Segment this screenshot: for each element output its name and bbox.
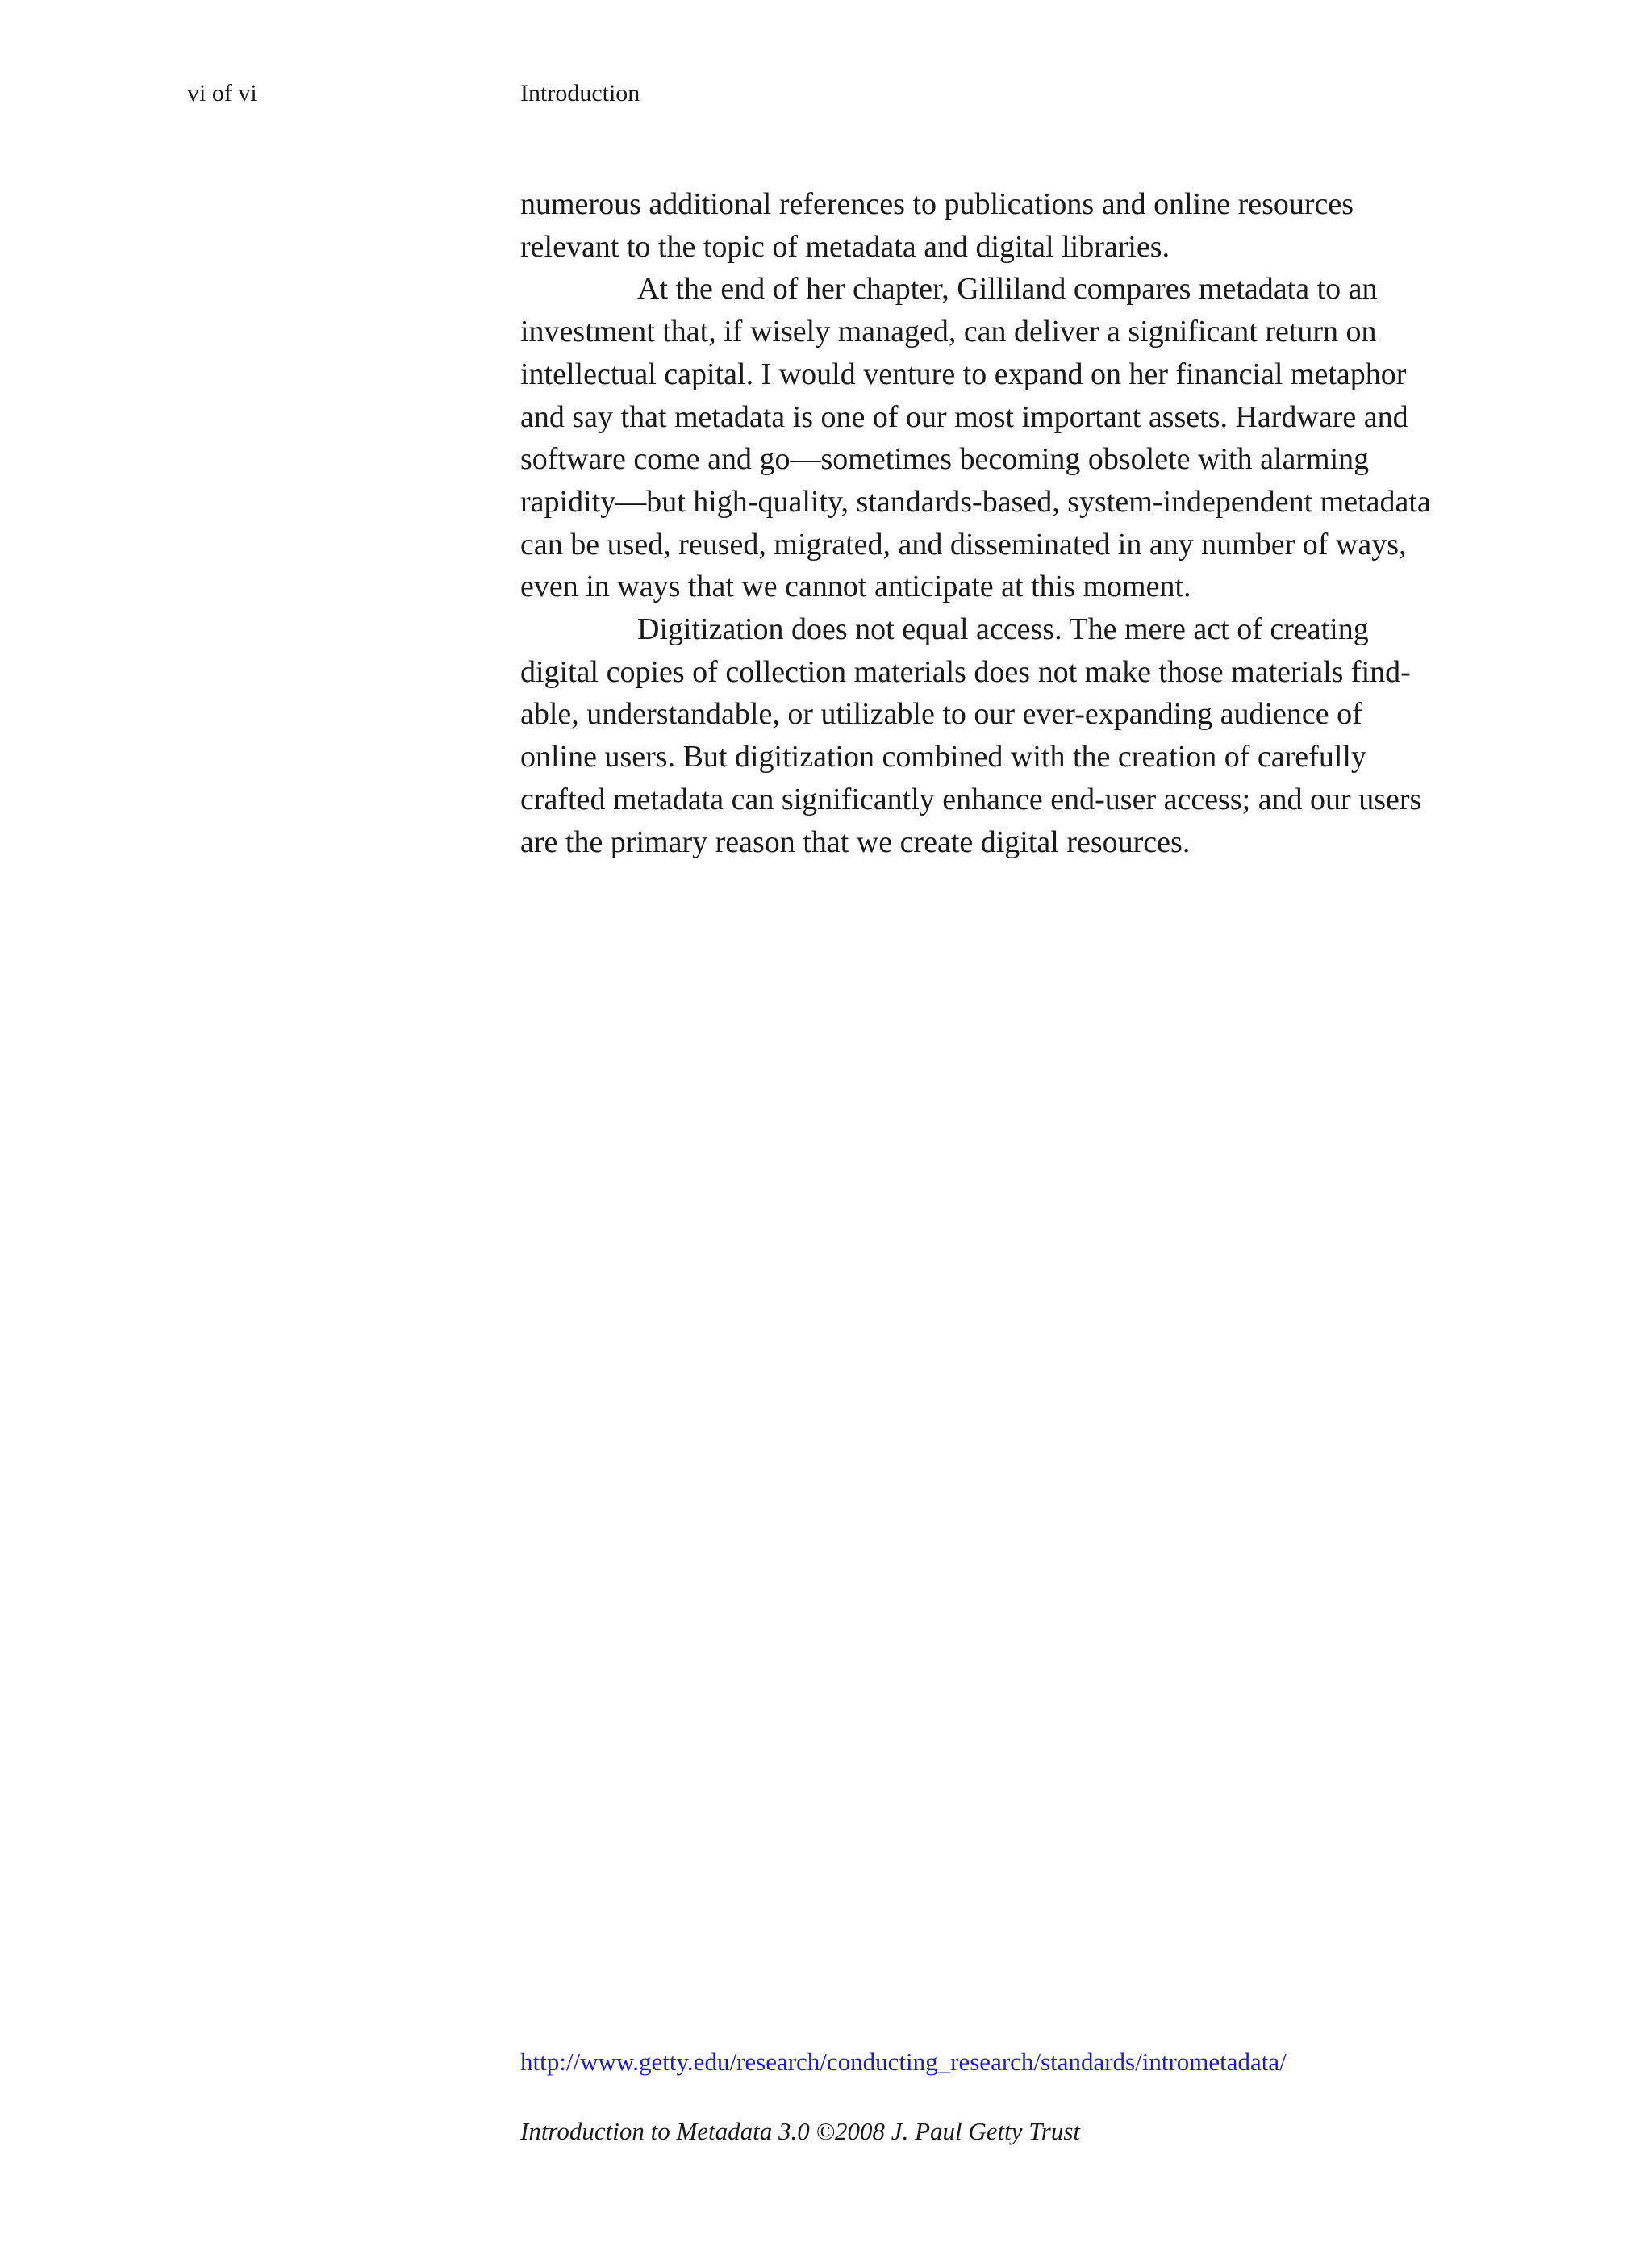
body-text	[520, 183, 1472, 863]
running-header-title: Introduction	[520, 80, 640, 106]
text-line: crafted metadata can significantly enhance end-user access; and our users	[520, 782, 1422, 816]
text-line: are the primary reason that we create digital resources.	[520, 825, 1191, 859]
text-line: investment that, if wisely managed, can deliver a significant return on	[520, 315, 1377, 349]
text-line: even in ways that we cannot anticipate at this moment.	[520, 570, 1191, 604]
footer-url-link[interactable]: http://www.getty.edu/research/conducting_research/standards/intrometadata/	[520, 2048, 1287, 2076]
paragraph-start-line: At the end of her chapter, Gilliland compares metadata to an	[637, 272, 1378, 307]
text-line: online users. But digitization combined with the creation of carefully	[520, 740, 1366, 774]
text-line: able, understandable, or utilizable to our ever-expanding audience of	[520, 697, 1362, 732]
footer-copyright: Introduction to Metadata 3.0 ©2008 J. Paul Getty Trust	[520, 2117, 1081, 2145]
page-number: vi of vi	[187, 80, 257, 106]
text-line: rapidity—but high-quality, standards-based, system-independent metadata	[520, 484, 1431, 519]
text-line: and say that metadata is one of our most important assets. Hardware and	[520, 399, 1408, 434]
paragraph-start-line: Digitization does not equal access. The mere act of creating	[637, 612, 1369, 647]
text-line: can be used, reused, migrated, and disseminated in any number of ways,	[520, 527, 1407, 562]
text-line: numerous additional references to publications and online resources	[520, 187, 1354, 221]
text-line: intellectual capital. I would venture to expand on her financial metaphor	[520, 357, 1407, 391]
text-line: software come and go—sometimes becoming obsolete with alarming	[520, 442, 1370, 477]
text-line: digital copies of collection materials does not make those materials find-	[520, 654, 1411, 689]
text-line: relevant to the topic of metadata and digital libraries.	[520, 229, 1170, 264]
